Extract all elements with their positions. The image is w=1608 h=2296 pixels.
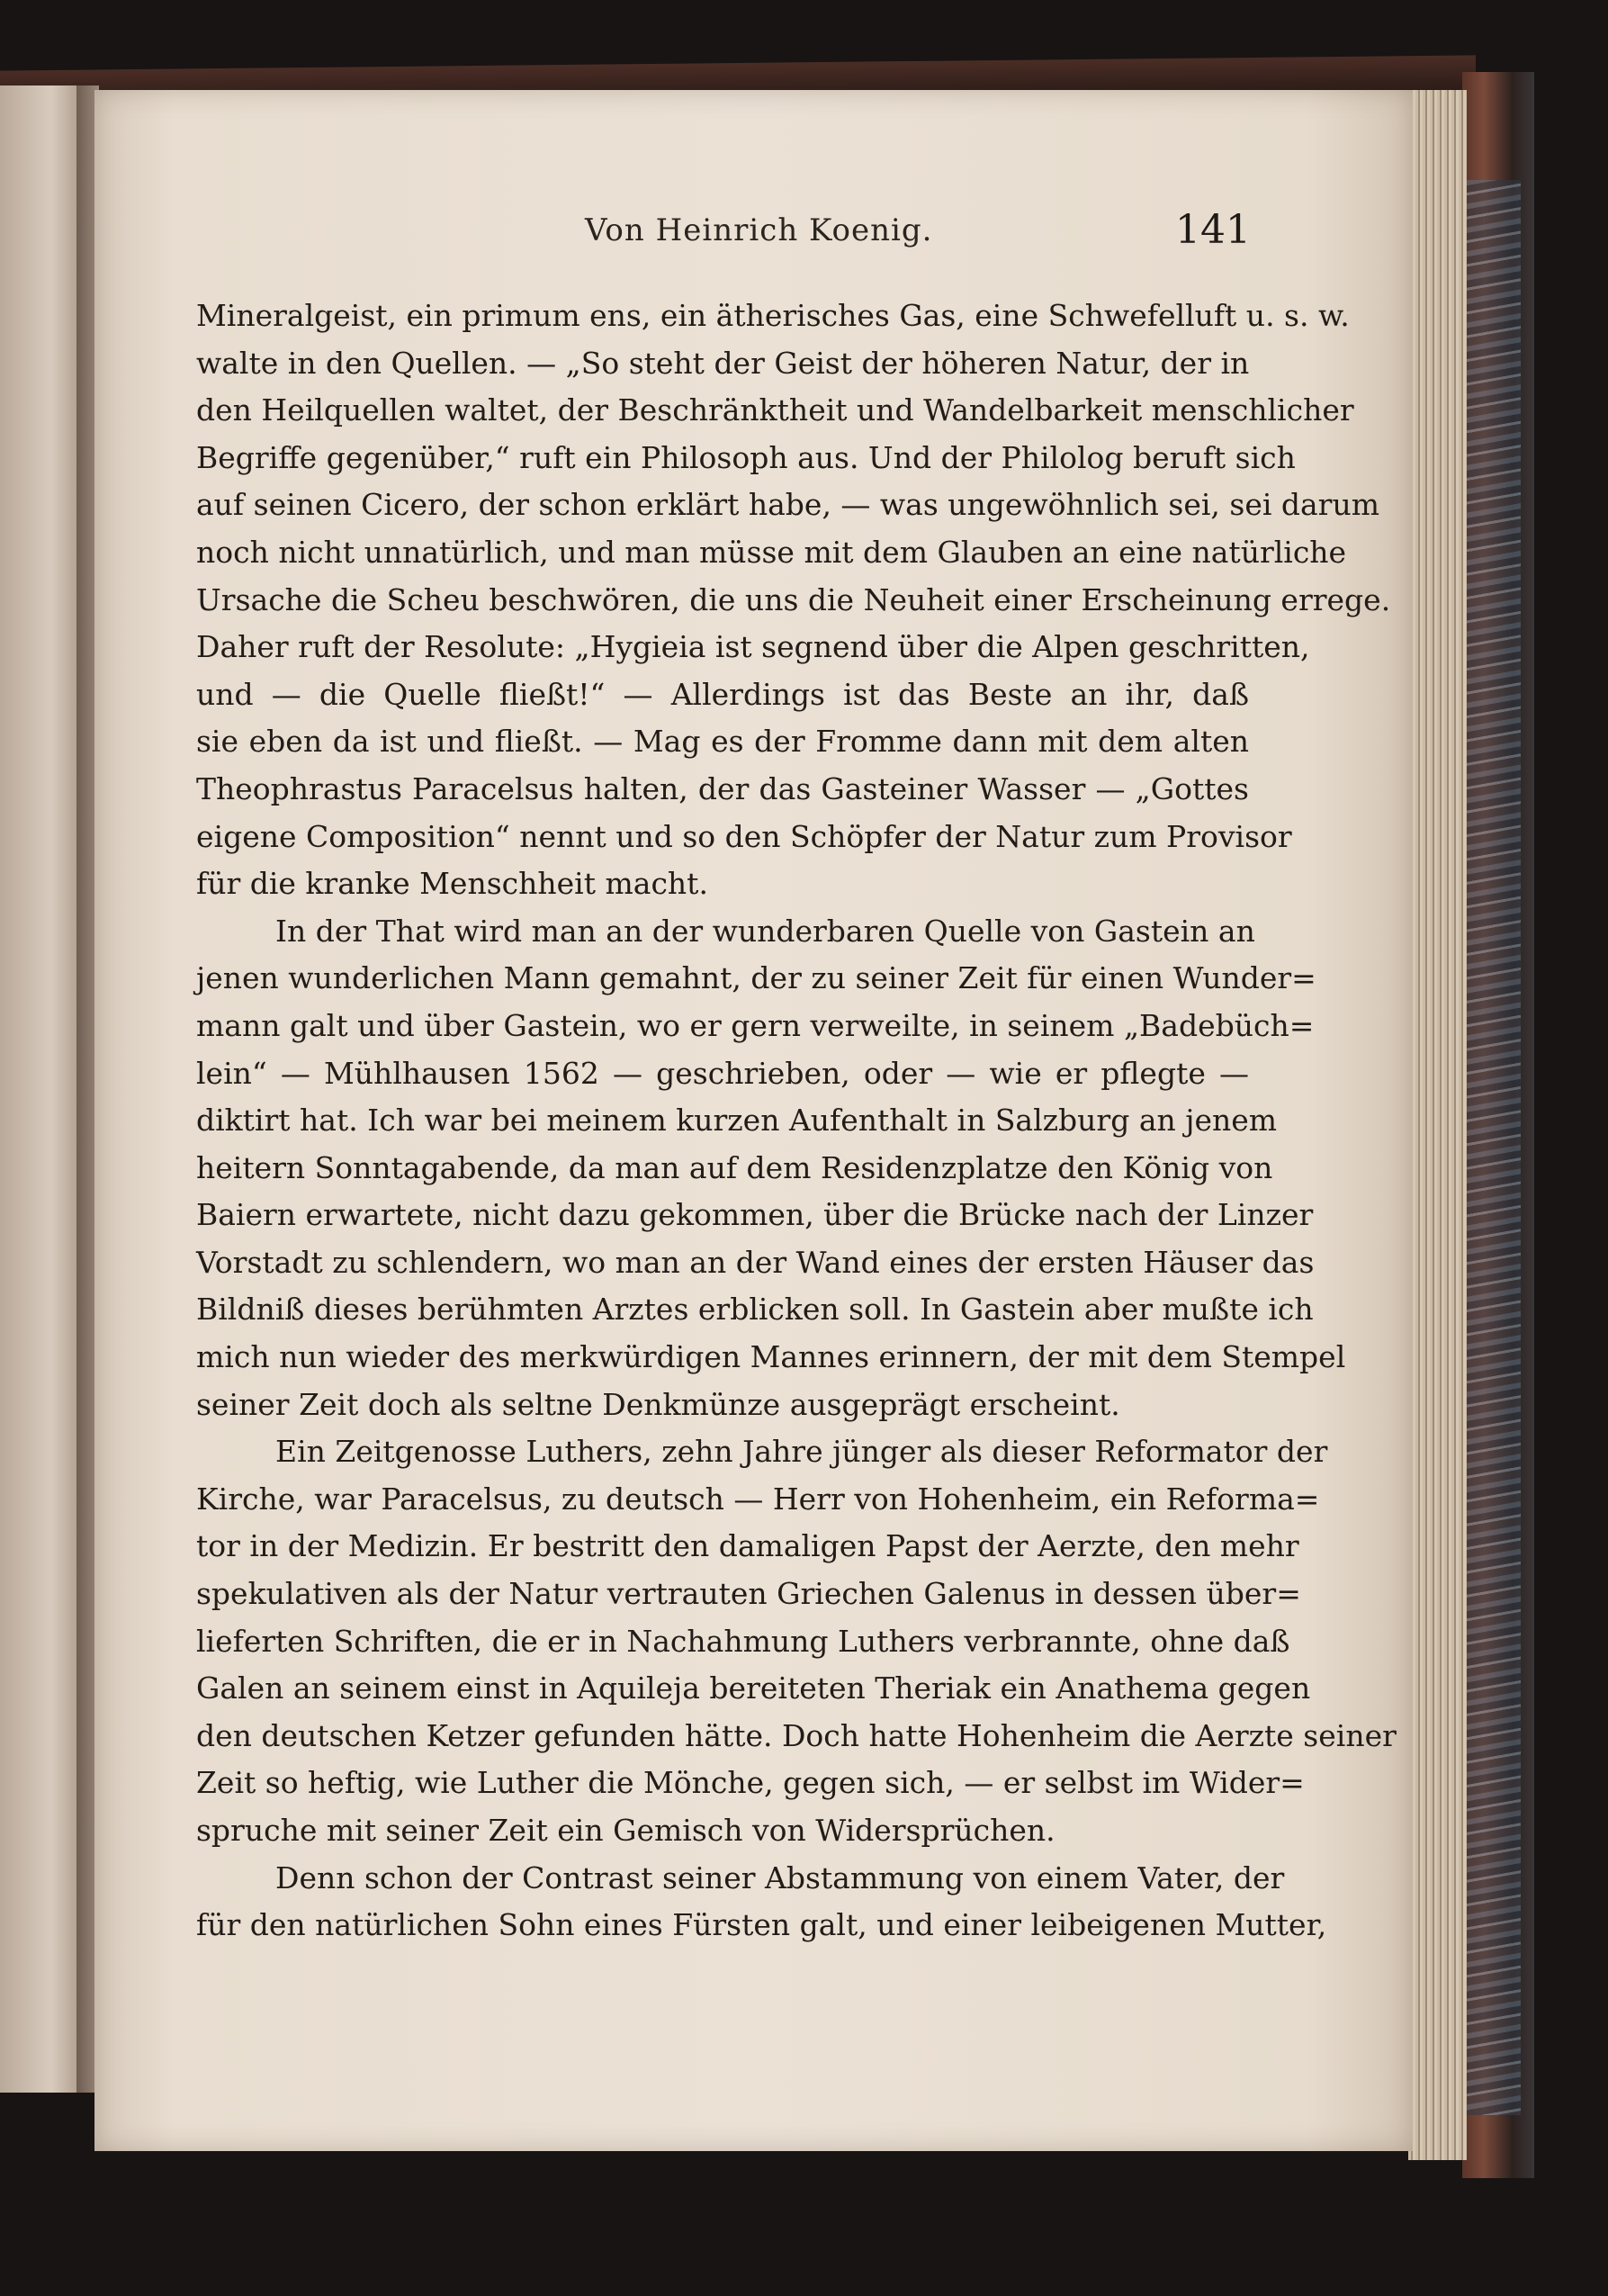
text-line: Bildniß dieses berühmten Arztes erblicken soll. In Gastein aber mußte ich	[196, 1292, 1314, 1328]
text-line: mich nun wieder des merkwürdigen Mannes erinnern, der mit dem Stempel	[196, 1339, 1346, 1375]
marbled-edge	[1467, 180, 1521, 2115]
text-line: eigene Composition“ nennt und so den Schöpfer der Natur zum Provisor	[196, 818, 1292, 854]
text-line: Denn schon der Contrast seiner Abstammung von einem Vater, der	[275, 1859, 1285, 1895]
text-line: sie eben da ist und fließt. — Mag es der Fromme dann mit dem alten	[196, 724, 1249, 760]
text-line: noch nicht unnatürlich, und man müsse mit dem Glauben an eine natürliche	[196, 534, 1347, 570]
text-line: Ursache die Scheu beschwören, die uns die Neuheit einer Erscheinung errege.	[196, 581, 1391, 617]
text-line: auf seinen Cicero, der schon erklärt habe, — was ungewöhnlich sei, sei darum	[196, 487, 1380, 523]
page-edges	[1408, 90, 1467, 2160]
text-line: Begriffe gegenüber,“ ruft ein Philosoph aus. Und der Philolog beruft sich	[196, 439, 1296, 475]
body-text	[196, 293, 1397, 1949]
left-page-edge	[0, 86, 85, 2093]
text-line: Baiern erwartete, nicht dazu gekommen, über die Brücke nach der Linzer	[196, 1197, 1314, 1233]
text-line: spruche mit seiner Zeit ein Gemisch von Widersprüchen.	[196, 1813, 1056, 1848]
text-line: den deutschen Ketzer gefunden hätte. Doch hatte Hohenheim die Aerzte seiner	[196, 1717, 1397, 1753]
text-line: Galen an seinem einst in Aquileja bereiteten Theriak ein Anathema gegen	[196, 1670, 1311, 1706]
text-line: seiner Zeit doch als seltne Denkmünze ausgeprägt erscheint.	[196, 1386, 1120, 1422]
text-line: diktirt hat. Ich war bei meinem kurzen Aufenthalt in Salzburg an jenem	[196, 1103, 1278, 1139]
text-line: lein“ — Mühlhausen 1562 — geschrieben, oder — wie er pflegte —	[196, 1055, 1249, 1091]
text-line: für den natürlichen Sohn eines Fürsten galt, und einer leibeigenen Mutter,	[196, 1907, 1327, 1943]
text-line: und — die Quelle fließt!“ — Allerdings ist das Beste an ihr, daß	[196, 676, 1249, 712]
text-line: den Heilquellen waltet, der Beschränktheit und Wandelbarkeit menschlicher	[196, 392, 1354, 428]
text-line: Daher ruft der Resolute: „Hygieia ist segnend über die Alpen geschritten,	[196, 629, 1310, 665]
text-line: Vorstadt zu schlendern, wo man an der Wand eines der ersten Häuser das	[196, 1244, 1315, 1280]
page-number: 141	[1175, 207, 1251, 253]
text-line: tor in der Medizin. Er bestritt den damaligen Papst der Aerzte, den mehr	[196, 1528, 1299, 1564]
text-line: mann galt und über Gastein, wo er gern verweilte, in seinem „Badebüch=	[196, 1007, 1315, 1043]
text-line: walte in den Quellen. — „So steht der Geist der höheren Natur, der in	[196, 345, 1250, 381]
text-line: In der That wird man an der wunderbaren Quelle von Gastein an	[275, 913, 1255, 949]
text-line: jenen wunderlichen Mann gemahnt, der zu seiner Zeit für einen Wunder=	[196, 960, 1316, 996]
text-line: für die kranke Menschheit macht.	[196, 866, 708, 902]
page-header	[180, 207, 1251, 261]
text-line: heitern Sonntagabende, da man auf dem Residenzplatze den König von	[196, 1149, 1273, 1185]
text-line: Zeit so heftig, wie Luther die Mönche, gegen sich, — er selbst im Wider=	[196, 1765, 1305, 1801]
text-line: Ein Zeitgenosse Luthers, zehn Jahre jünger als dieser Reformator der	[275, 1434, 1328, 1470]
running-head: Von Heinrich Koenig.	[585, 212, 933, 248]
text-line: Mineralgeist, ein primum ens, ein ätherisches Gas, eine Schwefelluft u. s. w.	[196, 298, 1350, 333]
text-line: lieferten Schriften, die er in Nachahmung Luthers verbrannte, ohne daß	[196, 1623, 1290, 1659]
text-line: Kirche, war Paracelsus, zu deutsch — Herr von Hohenheim, ein Reforma=	[196, 1481, 1320, 1517]
text-line: spekulativen als der Natur vertrauten Griechen Galenus in dessen über=	[196, 1576, 1301, 1612]
text-line: Theophrastus Paracelsus halten, der das Gasteiner Wasser — „Gottes	[196, 770, 1249, 806]
